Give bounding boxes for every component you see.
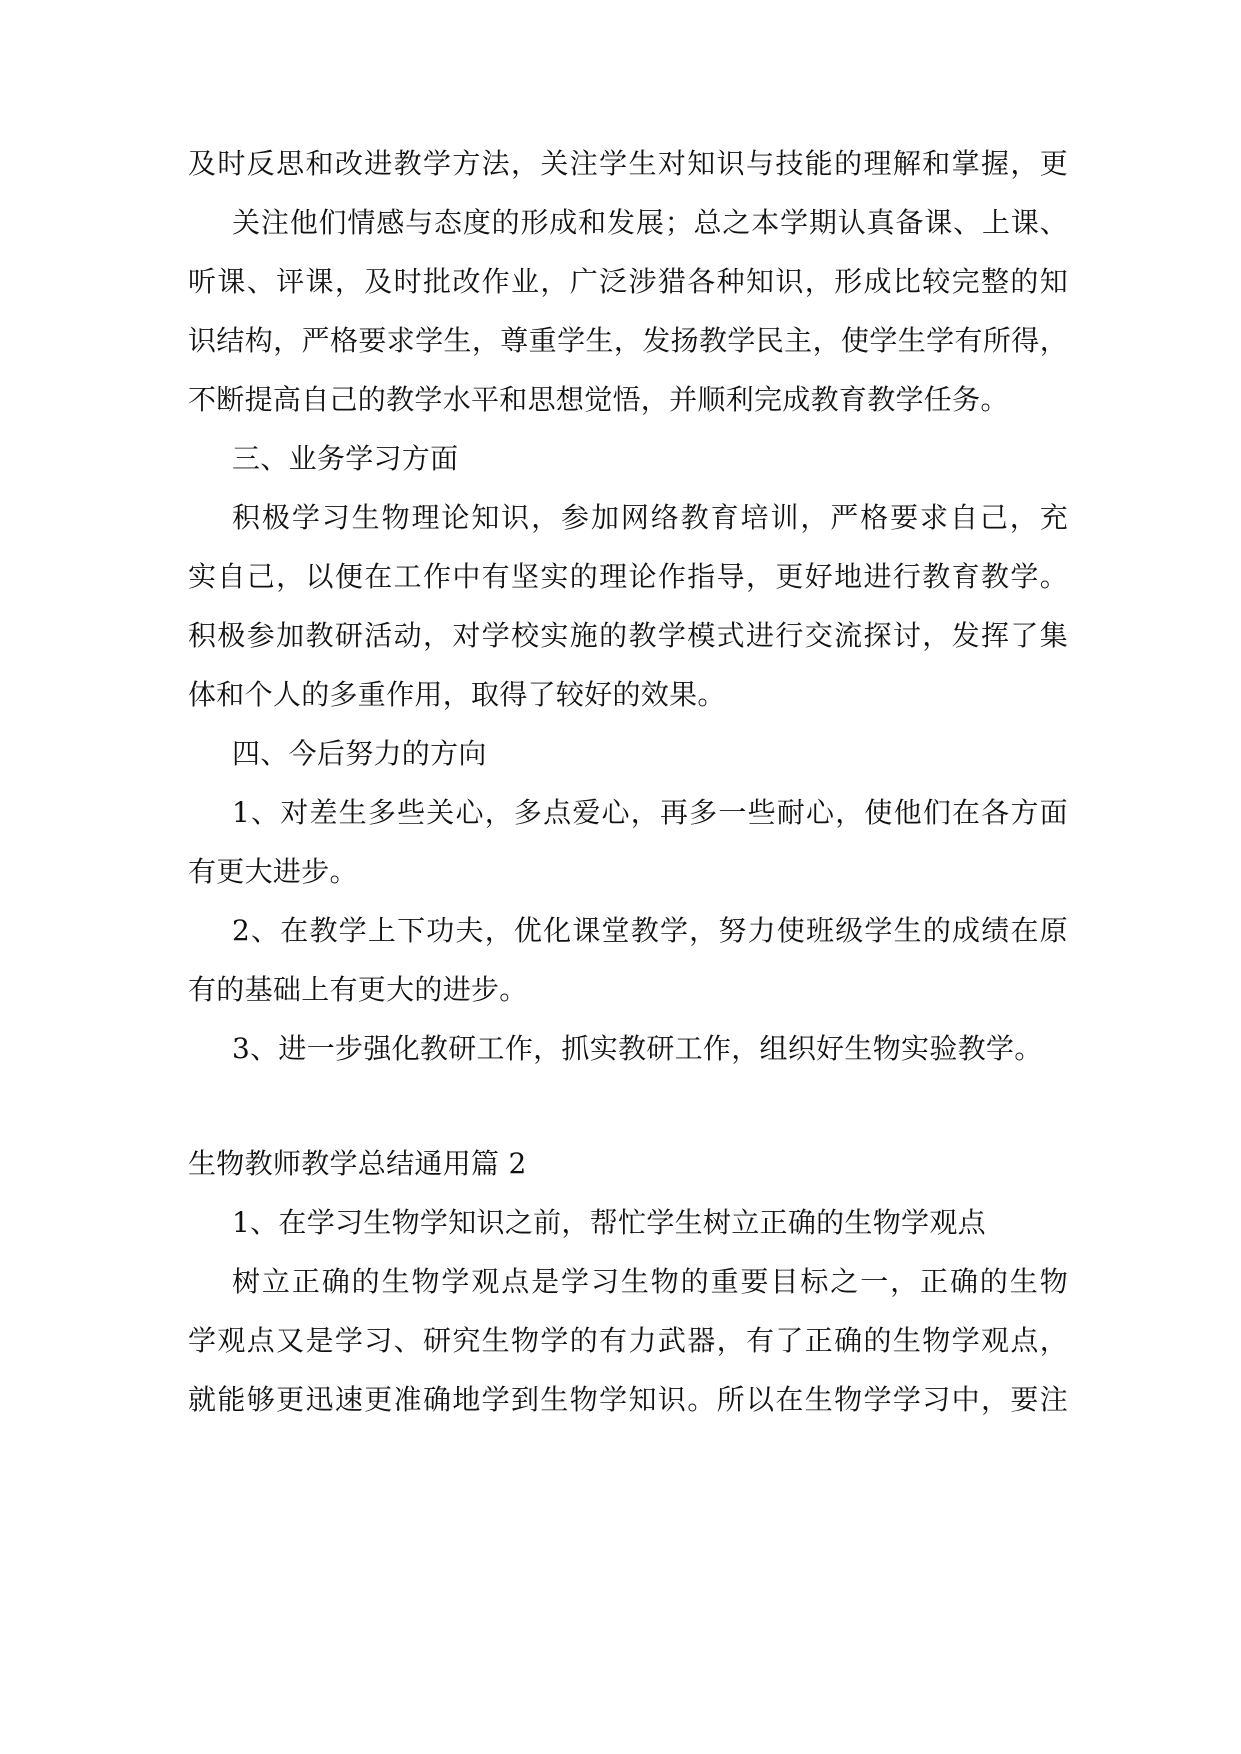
paragraph-line: 体和个人的多重作用，取得了较好的效果。	[188, 678, 726, 711]
paragraph-line: 及时反思和改进教学方法，关注学生对知识与技能的理解和掌握，更	[188, 147, 1068, 180]
paragraph-line: 听课、评课，及时批改作业，广泛涉猎各种知识，形成比较完整的知	[188, 265, 1068, 298]
list-item-line: 2、在教学上下功夫，优化课堂教学，努力使班级学生的成绩在原	[232, 914, 1068, 947]
list-item-line: 3、进一步强化教研工作，抓实教研工作，组织好生物实验教学。	[232, 1032, 1043, 1065]
paragraph-line: 识结构，严格要求学生，尊重学生，发扬教学民主，使学生学有所得，	[188, 324, 1068, 357]
list-item-line: 1、对差生多些关心，多点爱心，再多一些耐心，使他们在各方面	[232, 796, 1068, 829]
paragraph-line: 树立正确的生物学观点是学习生物的重要目标之一，正确的生物	[232, 1265, 1068, 1298]
paragraph-line: 积极学习生物理论知识，参加网络教育培训，严格要求自己，充	[232, 501, 1068, 534]
section-heading: 四、今后努力的方向	[232, 737, 487, 770]
paragraph-line: 不断提高自己的教学水平和思想觉悟，并顺利完成教育教学任务。	[188, 383, 1009, 416]
section-heading: 三、业务学习方面	[232, 442, 459, 475]
paragraph-line: 积极参加教研活动，对学校实施的教学模式进行交流探讨，发挥了集	[188, 619, 1068, 652]
list-item-line: 有更大进步。	[188, 855, 358, 888]
paragraph-line: 关注他们情感与态度的形成和发展；总之本学期认真备课、上课、	[232, 206, 1068, 239]
paragraph-line: 实自己，以便在工作中有坚实的理论作指导，更好地进行教育教学。	[188, 560, 1068, 593]
paragraph-line: 就能够更迅速更准确地学到生物学知识。所以在生物学学习中，要注	[188, 1383, 1068, 1416]
paragraph-line: 学观点又是学习、研究生物学的有力武器，有了正确的生物学观点，	[188, 1324, 1068, 1357]
article-title: 生物教师教学总结通用篇 2	[188, 1147, 527, 1180]
list-item-line: 有的基础上有更大的进步。	[188, 973, 528, 1006]
section-heading: 1、在学习生物学知识之前，帮忙学生树立正确的生物学观点	[232, 1206, 986, 1239]
